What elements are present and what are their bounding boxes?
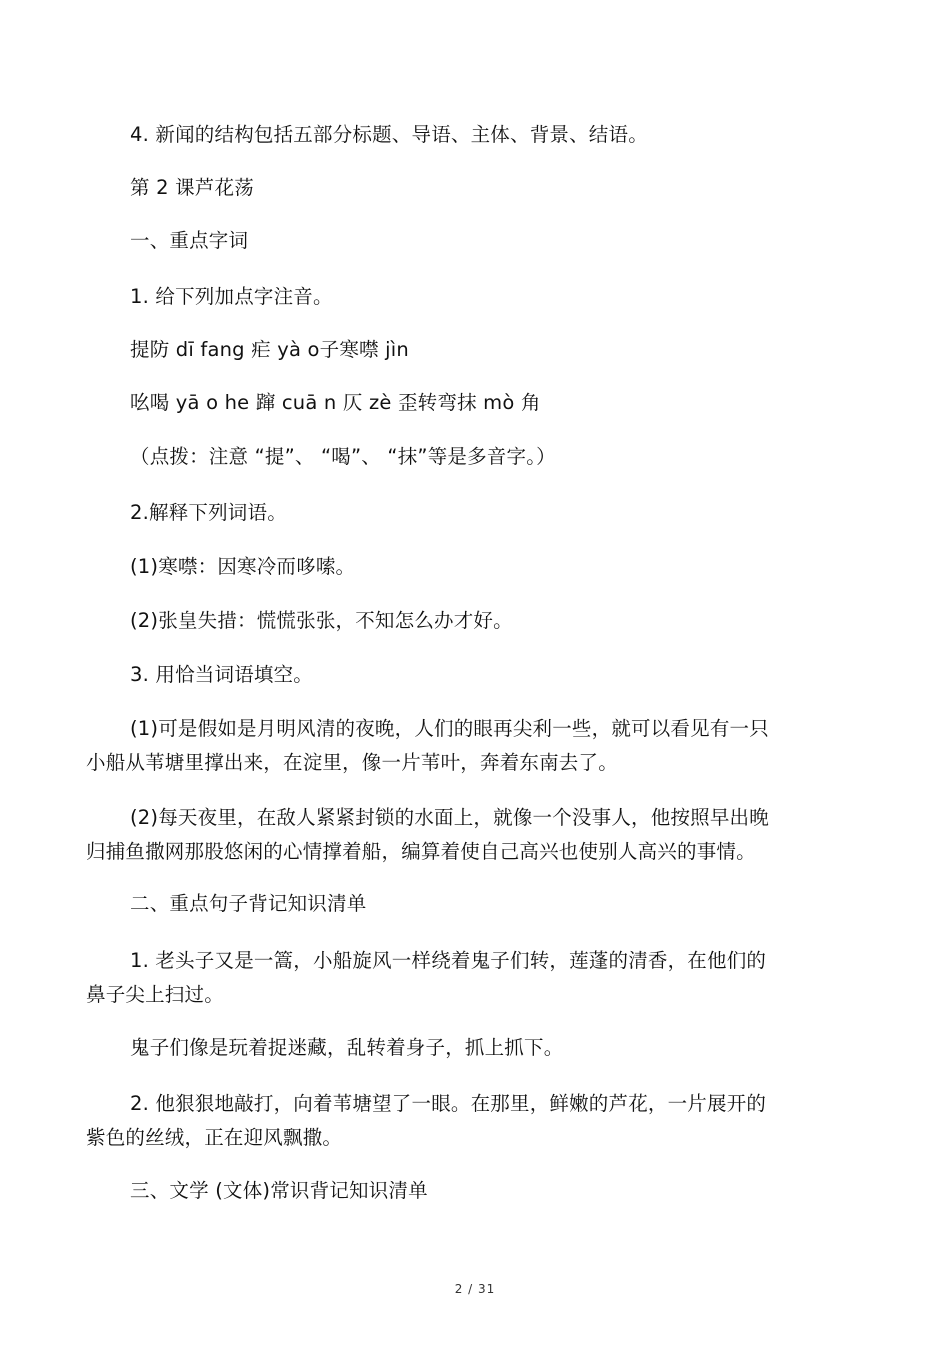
text-line-news-structure: 4. 新闻的结构包括五部分标题、导语、主体、背景、结语。: [130, 123, 648, 146]
fill-item-1-line-1: (1)可是假如是月明风清的夜晚，人们的眼再尖利一些，就可以看见有一只: [130, 717, 769, 740]
sentence-2-line-2: 紫色的丝绒，正在迎风飘撒。: [86, 1126, 343, 1149]
question-heading-pinyin: 1. 给下列加点字注音。: [130, 285, 333, 308]
lesson-title: 第 2 课芦花荡: [130, 176, 254, 199]
fill-item-1-line-2: 小船从苇塘里撑出来，在淀里，像一片苇叶，奔着东南去了。: [86, 751, 618, 774]
question-heading-explain: 2.解释下列词语。: [130, 501, 287, 524]
fill-item-2-line-1: (2)每天夜里，在敌人紧紧封锁的水面上，就像一个没事人，他按照早出晚: [130, 806, 769, 829]
pinyin-line-2: 吆喝 yā o he 蹿 cuā n 仄 zè 歪转弯抹 mò 角: [130, 391, 541, 414]
pinyin-line-1: 提防 dī fang 疟 yà o子寒噤 jìn: [130, 338, 409, 361]
explain-item-2: (2)张皇失措：慌慌张张，不知怎么办才好。: [130, 609, 513, 632]
sentence-1-line-3: 鬼子们像是玩着捉迷藏，乱转着身子，抓上抓下。: [130, 1036, 564, 1059]
sentence-2-line-1: 2. 他狠狠地敲打，向着苇塘望了一眼。在那里，鲜嫩的芦花，一片展开的: [130, 1092, 767, 1115]
section-heading-key-words: 一、重点字词: [130, 229, 249, 252]
hint-line: （点拨：注意 “提”、 “喝”、 “抹”等是多音字。）: [130, 445, 556, 468]
section-heading-key-sentences: 二、重点句子背记知识清单: [130, 892, 367, 915]
question-heading-fill: 3. 用恰当词语填空。: [130, 663, 314, 686]
section-heading-literature: 三、文学 (文体)常识背记知识清单: [130, 1179, 428, 1202]
sentence-1-line-2: 鼻子尖上扫过。: [86, 983, 224, 1006]
explain-item-1: (1)寒噤：因寒冷而哆嗦。: [130, 555, 356, 578]
page-number: 2 / 31: [454, 1282, 496, 1296]
sentence-1-line-1: 1. 老头子又是一篙，小船旋风一样绕着鬼子们转，莲蓬的清香，在他们的: [130, 949, 767, 972]
fill-item-2-line-2: 归捕鱼撒网那股悠闲的心情撑着船，编算着使自己高兴也使别人高兴的事情。: [86, 840, 756, 863]
